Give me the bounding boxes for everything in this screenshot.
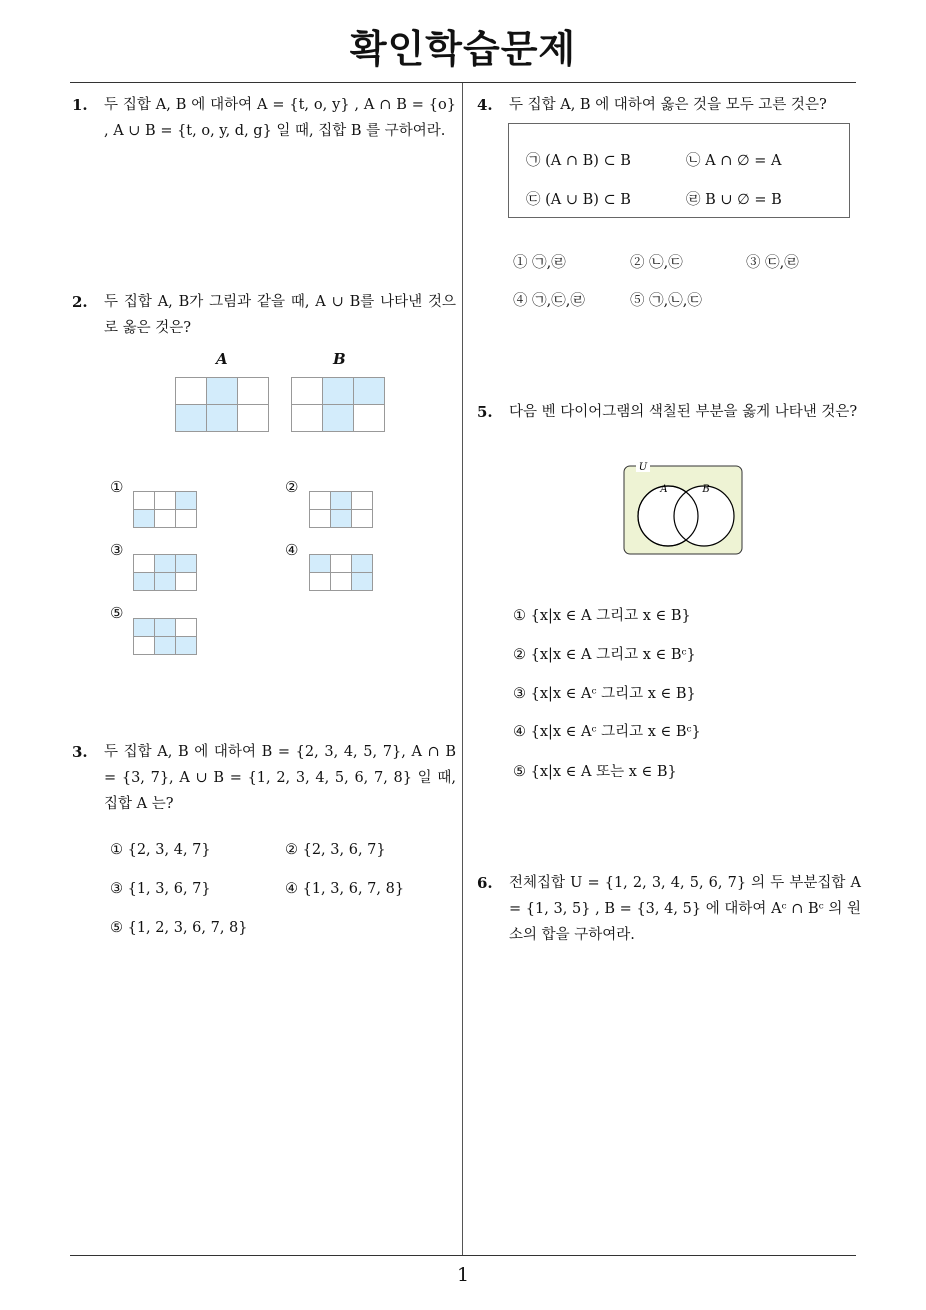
- set-b-label: B: [702, 484, 710, 495]
- grid-cell-filled: [155, 573, 175, 590]
- question-number: 6.: [477, 874, 493, 892]
- grid-set-b: [291, 377, 385, 432]
- option-4-label: ④: [285, 541, 299, 559]
- question-text: 두 집합 A, B가 그림과 같을 때, A ∪ B를 나타낸 것으로 옳은 것은?: [104, 294, 456, 336]
- q3-choice-2[interactable]: ② {2, 3, 6, 7}: [285, 842, 386, 858]
- grid-cell-empty: [134, 637, 154, 654]
- grid-cell-filled: [352, 573, 372, 590]
- grid-cell-filled: [176, 637, 196, 654]
- grid-cell-empty: [176, 619, 196, 636]
- q3-choice-1[interactable]: ① {2, 3, 4, 7}: [110, 842, 211, 858]
- grid-cell-filled: [134, 619, 154, 636]
- grid-cell-filled: [331, 492, 351, 509]
- grid-cell-filled: [354, 378, 384, 404]
- q5-choice-3[interactable]: ③ {x|x ∈ Aᶜ 그리고 x ∈ B}: [513, 686, 696, 702]
- column-divider: [462, 83, 463, 1255]
- grid-cell-empty: [292, 378, 322, 404]
- page-title: 확인학습문제: [349, 27, 577, 71]
- option-5-label: ⑤: [110, 604, 124, 622]
- grid-cell-filled: [176, 555, 196, 572]
- venn-diagram: [622, 459, 746, 559]
- grid-cell-empty: [310, 492, 330, 509]
- question-text: 두 집합 A, B 에 대하여 B = {2, 3, 4, 5, 7}, A ∩ B = {3, 7}, A ∪ B = {1, 2, 3, 4, 5, 6, 7, 8} 일 때, 집합 A 는?: [104, 744, 456, 812]
- option-3-label: ③: [110, 541, 124, 559]
- q5-choice-5[interactable]: ⑤ {x|x ∈ A 또는 x ∈ B}: [513, 764, 677, 780]
- q5-choice-2[interactable]: ② {x|x ∈ A 그리고 x ∈ Bᶜ}: [513, 647, 696, 663]
- grid-cell-filled: [331, 510, 351, 527]
- option-4-grid[interactable]: [309, 554, 373, 591]
- q4-choice-3[interactable]: ③ ㉢,㉣: [746, 255, 799, 271]
- grid-cell-filled: [176, 405, 206, 431]
- grid-cell-filled: [207, 405, 237, 431]
- q5-choice-1[interactable]: ① {x|x ∈ A 그리고 x ∈ B}: [513, 608, 691, 624]
- grid-cell-empty: [176, 510, 196, 527]
- set-b-label: B: [333, 350, 346, 368]
- grid-cell-empty: [352, 492, 372, 509]
- grid-cell-empty: [331, 555, 351, 572]
- q3-choice-5[interactable]: ⑤ {1, 2, 3, 6, 7, 8}: [110, 920, 248, 936]
- grid-cell-empty: [310, 510, 330, 527]
- question-number: 4.: [477, 96, 493, 114]
- question-text: 다음 벤 다이어그램의 색칠된 부분을 옳게 나타낸 것은?: [509, 404, 858, 420]
- top-rule: [70, 82, 856, 83]
- question-text: 두 집합 A, B 에 대하여 A = {t, o, y} , A ∩ B = {o} , A ∪ B = {t, o, y, d, g} 일 때, 집합 B 를 구하여라.: [104, 97, 456, 139]
- option-1-label: ①: [110, 478, 124, 496]
- question-text: 전체집합 U = {1, 2, 3, 4, 5, 6, 7} 의 두 부분집합 A = {1, 3, 5} , B = {3, 4, 5} 에 대하여 Aᶜ ∩ Bᶜ 의 원소의 합을 구하여라.: [509, 875, 861, 943]
- grid-cell-empty: [155, 492, 175, 509]
- question-1: [72, 92, 456, 144]
- question-text: 두 집합 A, B 에 대하여 옳은 것을 모두 고른 것은?: [509, 97, 827, 113]
- grid-cell-filled: [323, 378, 353, 404]
- question-5: [477, 399, 861, 425]
- bottom-rule: [70, 1255, 856, 1256]
- option-5-grid[interactable]: [133, 618, 197, 655]
- page-number: 1: [456, 1264, 470, 1286]
- question-number: 1.: [72, 96, 88, 114]
- venn-circle-b: [674, 486, 734, 546]
- grid-cell-filled: [134, 573, 154, 590]
- option-3-grid[interactable]: [133, 554, 197, 591]
- question-number: 3.: [72, 743, 88, 761]
- grid-cell-empty: [134, 492, 154, 509]
- question-number: 2.: [72, 293, 88, 311]
- grid-cell-empty: [155, 510, 175, 527]
- option-2-label: ②: [285, 478, 299, 496]
- grid-cell-empty: [238, 405, 268, 431]
- grid-cell-filled: [155, 619, 175, 636]
- grid-cell-filled: [323, 405, 353, 431]
- statement-1: ㉠ (A ∩ B) ⊂ B: [526, 153, 631, 169]
- question-6: [477, 870, 861, 948]
- q3-choice-3[interactable]: ③ {1, 3, 6, 7}: [110, 881, 211, 897]
- grid-cell-empty: [310, 573, 330, 590]
- q4-choice-5[interactable]: ⑤ ㉠,㉡,㉢: [630, 293, 702, 309]
- q5-choice-4[interactable]: ④ {x|x ∈ Aᶜ 그리고 x ∈ Bᶜ}: [513, 724, 701, 740]
- grid-cell-empty: [354, 405, 384, 431]
- statement-4: ㉣ B ∪ ∅ = B: [686, 192, 782, 208]
- question-4: [477, 92, 861, 118]
- grid-cell-empty: [352, 510, 372, 527]
- grid-cell-empty: [292, 405, 322, 431]
- grid-cell-empty: [134, 555, 154, 572]
- grid-cell-filled: [207, 378, 237, 404]
- grid-cell-filled: [310, 555, 330, 572]
- question-2: [72, 289, 456, 341]
- set-a-label: A: [216, 350, 228, 368]
- q4-choice-2[interactable]: ② ㉡,㉢: [630, 255, 683, 271]
- universe-label: U: [638, 462, 648, 473]
- option-1-grid[interactable]: [133, 491, 197, 528]
- question-3: [72, 739, 456, 817]
- grid-cell-empty: [176, 378, 206, 404]
- grid-cell-filled: [155, 555, 175, 572]
- grid-cell-empty: [176, 573, 196, 590]
- q4-choice-1[interactable]: ① ㉠,㉣: [513, 255, 566, 271]
- grid-cell-empty: [238, 378, 268, 404]
- grid-cell-filled: [176, 492, 196, 509]
- option-2-grid[interactable]: [309, 491, 373, 528]
- grid-set-a: [175, 377, 269, 432]
- set-a-label: A: [660, 484, 668, 495]
- grid-cell-filled: [134, 510, 154, 527]
- grid-cell-filled: [352, 555, 372, 572]
- grid-cell-empty: [331, 573, 351, 590]
- question-number: 5.: [477, 403, 493, 421]
- statement-3: ㉢ (A ∪ B) ⊂ B: [526, 192, 631, 208]
- grid-cell-filled: [155, 637, 175, 654]
- q4-choice-4[interactable]: ④ ㉠,㉢,㉣: [513, 293, 585, 309]
- q3-choice-4[interactable]: ④ {1, 3, 6, 7, 8}: [285, 881, 405, 897]
- statement-2: ㉡ A ∩ ∅ = A: [686, 153, 782, 169]
